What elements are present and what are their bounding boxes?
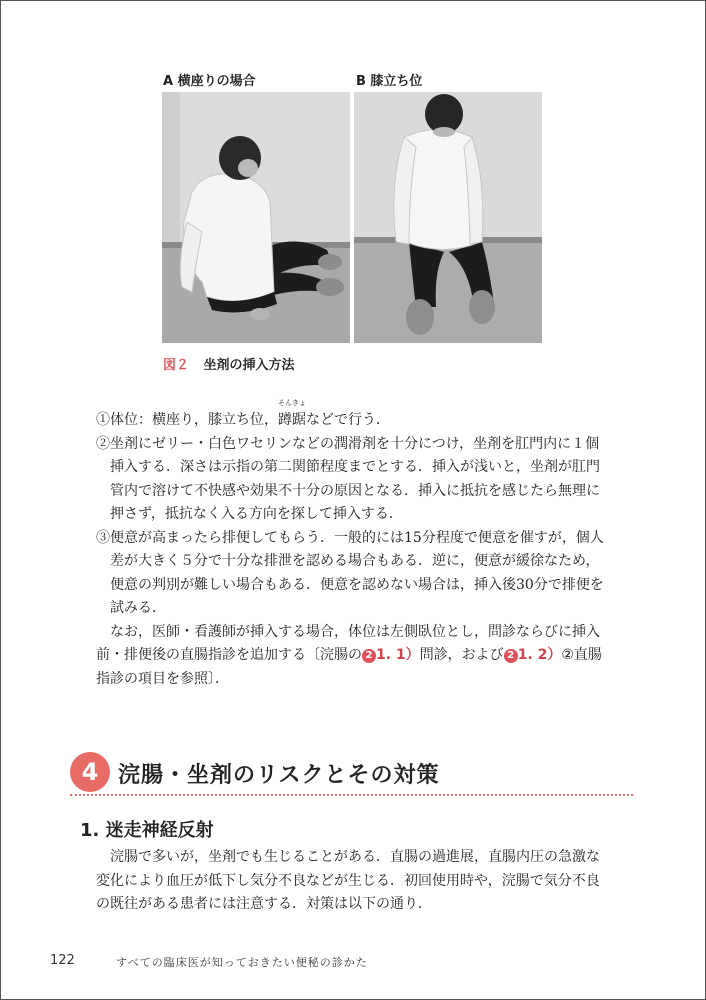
- ref-circle-number: 2: [362, 649, 376, 663]
- photo-kneeling: [354, 92, 542, 343]
- step-2-line-3: 管内で溶けて不快感や効果不十分の原因となる．挿入に抵抗を感じたら無理に: [110, 482, 600, 499]
- figure-caption-text: 坐剤の挿入方法: [203, 358, 295, 373]
- ref-link-2: 1. 2）: [517, 647, 562, 663]
- photo-side-sitting: [162, 92, 350, 343]
- step-3-line-2: 差が大きく５分で十分な排泄を認める場合もある．逆に，便意が緩徐なため，: [110, 553, 600, 569]
- section-paragraph-line-1: 浣腸で多いが，坐剤でも生じることがある．直腸の過進展，直腸内圧の急激な: [110, 849, 600, 865]
- note-line-2-pre: 前・排便後の直腸指診を追加する〔浣腸の: [96, 647, 362, 663]
- steps-list: [96, 399, 636, 691]
- step-3-line-3: 便意の判別が難しい場合もある．便意を認めない場合は，挿入後30分で排便を: [110, 576, 604, 593]
- note-line-2: [96, 644, 636, 668]
- page-number: 122: [50, 953, 75, 968]
- section-paragraph-line-2: 変化により血圧が低下し気分不良などが生じる．初回使用時や，浣腸で気分不良: [96, 872, 600, 889]
- ruby-base: 蹲踞: [278, 412, 306, 428]
- section-paragraph-line-3: の既往がある患者には注意する．対策は以下の通り．: [96, 896, 432, 912]
- step-3-line-1: ③便意が高まったら排便してもらう．一般的には15分程度で便意を催すが，個人: [96, 529, 604, 546]
- step-3-line-4: 試みる．: [110, 600, 166, 616]
- ruby-reading: そんきょ: [278, 399, 306, 407]
- figure-label-b: B 膝立ち位: [356, 74, 423, 89]
- ref-link-1: 1. 1）: [376, 647, 420, 663]
- step-2-line-2: 挿入する．深さは示指の第二関節程度までとする．挿入が浅いと，坐剤が肛門: [110, 459, 600, 475]
- step-1-text-post: などで行う．: [306, 412, 390, 428]
- subsection-title: 1. 迷走神経反射: [80, 820, 214, 841]
- ref-circle-number: 2: [504, 649, 518, 663]
- note-line-2-post: ②直腸: [561, 647, 602, 663]
- section-number-badge: 4: [70, 752, 110, 792]
- section-title: 浣腸・坐剤のリスクとその対策: [118, 763, 440, 788]
- note-line-2-mid: 問診，および: [419, 647, 504, 663]
- figure-label-a: A 横座りの場合: [163, 74, 256, 89]
- note-line-3: 指診の項目を参照〕．: [96, 670, 229, 687]
- section-paragraph: [96, 846, 636, 917]
- step-1-text-pre: ①体位：横座り，膝立ち位，: [96, 412, 278, 428]
- step-2-line-4: 押さず，抵抗なく入る方向を探して挿入する．: [110, 506, 403, 522]
- step-1: [96, 399, 636, 433]
- section-divider: [70, 794, 633, 796]
- note-line-1: なお，医師・看護師が挿入する場合，体位は左側臥位とし，問診ならびに挿入: [110, 623, 600, 640]
- step-2-line-1: ②坐剤にゼリー・白色ワセリンなどの潤滑剤を十分につけ，坐剤を肛門内に１個: [96, 435, 600, 452]
- figure-caption: [163, 354, 295, 373]
- book-title: すべての臨床医が知っておきたい便秘の診かた: [116, 956, 368, 969]
- ruby-sonkyo: [278, 399, 306, 433]
- figure-number: 図２: [163, 358, 190, 373]
